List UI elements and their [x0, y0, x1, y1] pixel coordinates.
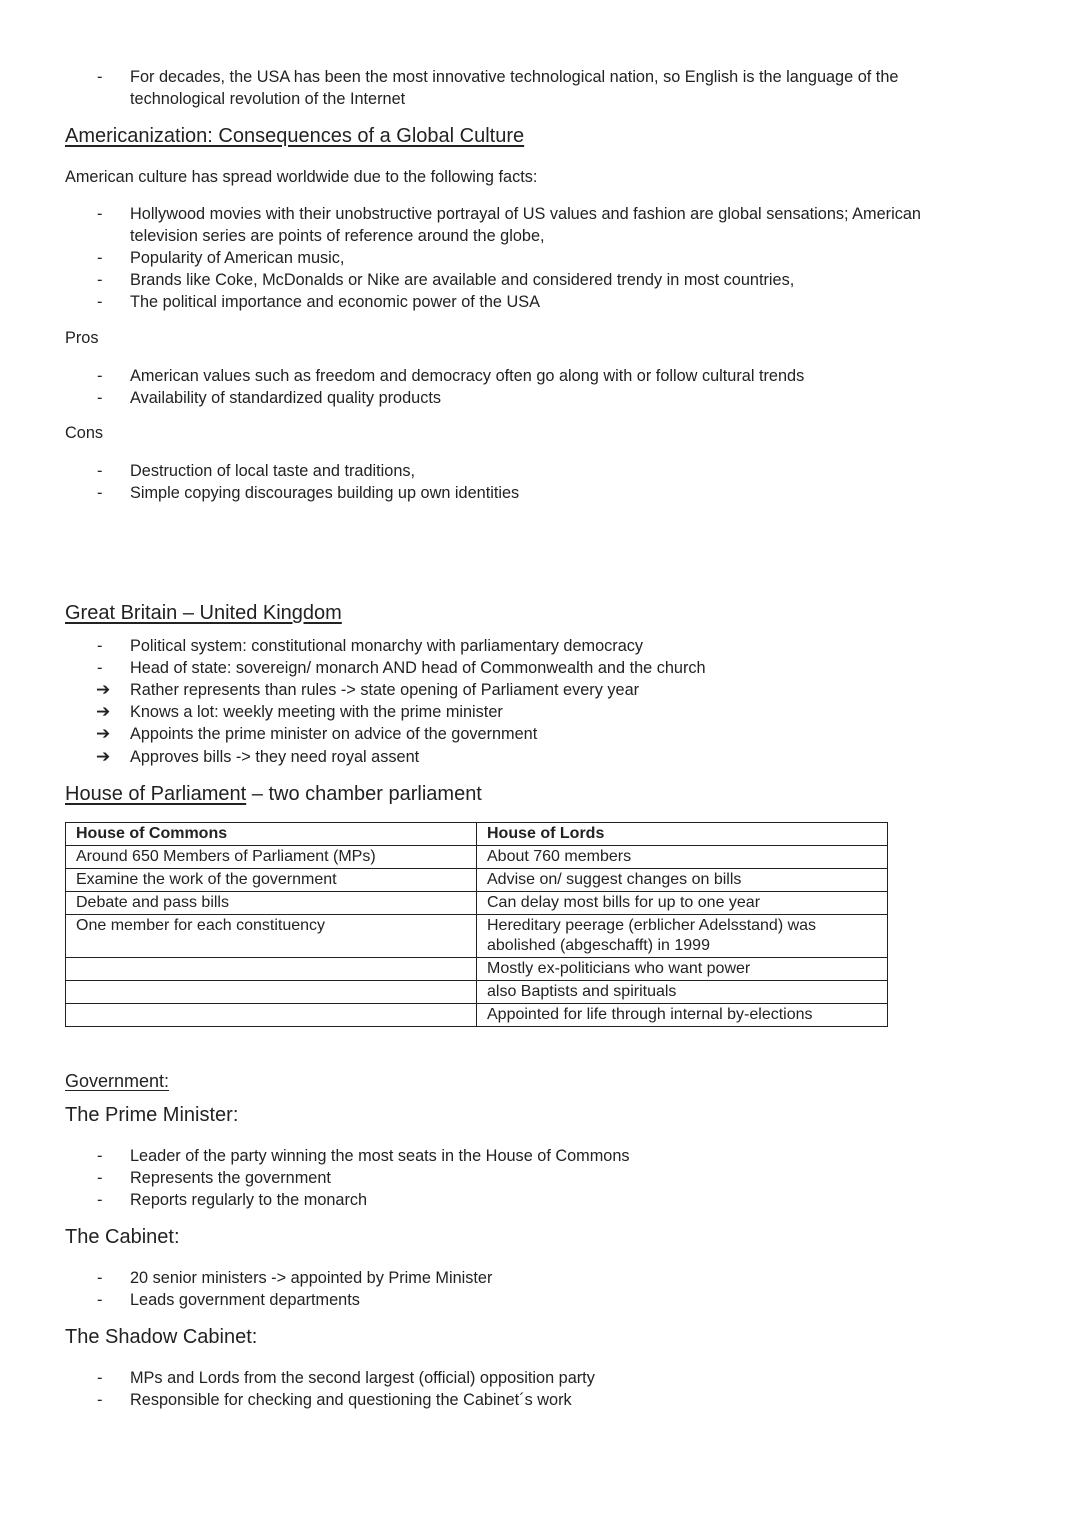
bullet-dash: -: [97, 1291, 103, 1309]
pros-item: American values such as freedom and democracy often go along with or follow cultural trends: [130, 367, 805, 385]
shadow-item: MPs and Lords from the second largest (official) opposition party: [130, 1369, 595, 1387]
commons-cell: Debate and pass bills: [66, 892, 477, 915]
table-row: [66, 892, 888, 915]
fact-item: Popularity of American music,: [130, 249, 345, 267]
table-row: [66, 1004, 888, 1027]
gb-arrow-item: Knows a lot: weekly meeting with the prime minister: [130, 703, 503, 721]
lords-cell: Appointed for life through internal by-elections: [477, 1004, 888, 1027]
bullet-dash: -: [97, 1169, 103, 1187]
bullet-dash: -: [97, 1369, 103, 1387]
commons-cell: [66, 981, 477, 1004]
bullet-dash: -: [97, 1147, 103, 1165]
bullet-dash: -: [97, 637, 103, 655]
arrow-icon: ➔: [96, 702, 111, 721]
shadow-cabinet-heading: The Shadow Cabinet:: [65, 1326, 258, 1348]
bullet-dash: -: [97, 249, 103, 267]
cabinet-item: 20 senior ministers -> appointed by Prime Minister: [130, 1269, 493, 1287]
cabinet-heading: The Cabinet:: [65, 1226, 180, 1248]
lords-cell: Can delay most bills for up to one year: [477, 892, 888, 915]
cons-item: Simple copying discourages building up own identities: [130, 484, 520, 502]
arrow-icon: ➔: [96, 680, 111, 699]
lords-header: House of Lords: [477, 823, 888, 846]
bullet-dash: -: [97, 1191, 103, 1209]
bullet-dash: -: [97, 1269, 103, 1287]
table-row: [66, 869, 888, 892]
table-row: [66, 981, 888, 1004]
fact-item: Hollywood movies with their unobstructive portrayal of US values and fashion are global sensations; American: [130, 205, 921, 223]
gb-item: Political system: constitutional monarchy with parliamentary democracy: [130, 637, 644, 655]
commons-cell: [66, 958, 477, 981]
pros-label: Pros: [65, 329, 99, 347]
americanization-heading: Americanization: Consequences of a Global Culture: [65, 125, 525, 147]
bullet-dash: -: [97, 484, 103, 502]
bullet-dash: -: [97, 389, 103, 407]
bullet-dash: -: [97, 1391, 103, 1409]
intro-line-2: technological revolution of the Internet: [130, 90, 406, 108]
pros-item: Availability of standardized quality products: [130, 389, 442, 407]
bullet-dash: -: [97, 367, 103, 385]
pm-item: Leader of the party winning the most seats in the House of Commons: [130, 1147, 630, 1165]
lords-cell: also Baptists and spirituals: [477, 981, 888, 1004]
commons-cell: [66, 1004, 477, 1027]
parliament-heading-underlined: House of Parliament: [65, 783, 247, 805]
prime-minister-heading: The Prime Minister:: [65, 1104, 239, 1126]
pm-item: Represents the government: [130, 1169, 331, 1187]
gb-arrow-item: Rather represents than rules -> state opening of Parliament every year: [130, 681, 640, 699]
cons-item: Destruction of local taste and traditions,: [130, 462, 416, 480]
shadow-item: Responsible for checking and questioning the Cabinet´s work: [130, 1391, 572, 1409]
arrow-icon: ➔: [96, 747, 111, 766]
cons-label: Cons: [65, 424, 104, 442]
bullet-dash: -: [97, 68, 103, 86]
gb-arrow-item: Appoints the prime minister on advice of the government: [130, 725, 538, 743]
lords-cell: Mostly ex-politicians who want power: [477, 958, 888, 981]
gb-arrow-item: Approves bills -> they need royal assent: [130, 748, 420, 766]
parliament-heading-rest: – two chamber parliament: [246, 783, 482, 805]
intro-line-1: For decades, the USA has been the most innovative technological nation, so English is the language of the: [130, 68, 899, 86]
lords-cell: Hereditary peerage (erblicher Adelsstand) was abolished (abgeschafft) in 1999: [477, 915, 888, 958]
bullet-dash: -: [97, 293, 103, 311]
arrow-icon: ➔: [96, 724, 111, 743]
pm-item: Reports regularly to the monarch: [130, 1191, 368, 1209]
bullet-dash: -: [97, 271, 103, 289]
government-heading: Government:: [65, 1071, 170, 1091]
fact-item: television series are points of reference around the globe,: [130, 227, 545, 245]
great-britain-heading: Great Britain – United Kingdom: [65, 602, 342, 624]
table-row: [66, 958, 888, 981]
fact-item: The political importance and economic power of the USA: [130, 293, 540, 311]
table-header-row: [66, 823, 888, 846]
commons-header: House of Commons: [66, 823, 477, 846]
fact-item: Brands like Coke, McDonalds or Nike are available and considered trendy in most countries,: [130, 271, 795, 289]
table-row: [66, 846, 888, 869]
table-row: [66, 915, 888, 958]
lords-cell: About 760 members: [477, 846, 888, 869]
americanization-intro: American culture has spread worldwide due to the following facts:: [65, 168, 538, 186]
bullet-dash: -: [97, 659, 103, 677]
bullet-dash: -: [97, 462, 103, 480]
gb-item: Head of state: sovereign/ monarch AND head of Commonwealth and the church: [130, 659, 706, 677]
commons-cell: Examine the work of the government: [66, 869, 477, 892]
lords-cell: Advise on/ suggest changes on bills: [477, 869, 888, 892]
bullet-dash: -: [97, 205, 103, 223]
commons-cell: One member for each constituency: [66, 915, 477, 958]
cabinet-item: Leads government departments: [130, 1291, 360, 1309]
parliament-table: [65, 822, 888, 1027]
commons-cell: Around 650 Members of Parliament (MPs): [66, 846, 477, 869]
parliament-heading: [65, 783, 482, 806]
